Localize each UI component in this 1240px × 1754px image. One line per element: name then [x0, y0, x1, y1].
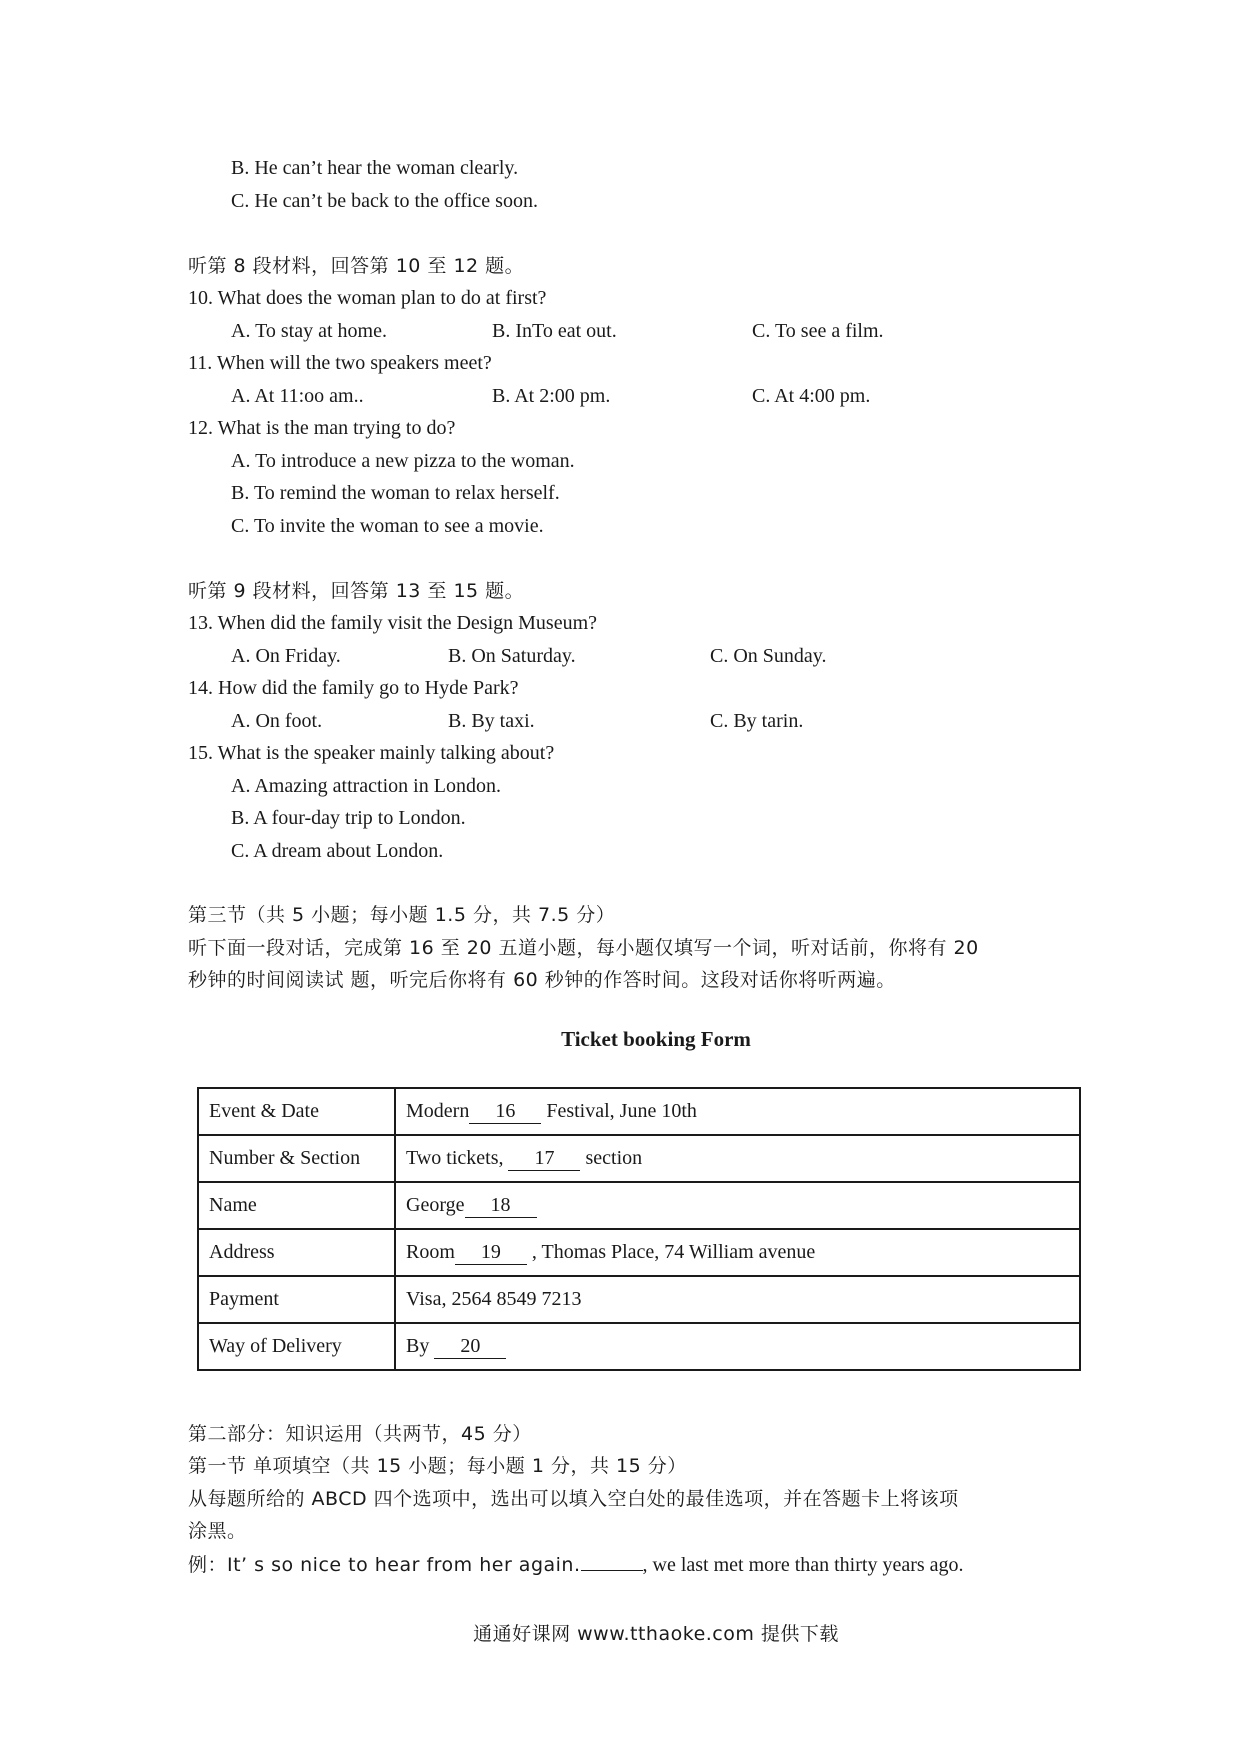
q14-option-c: C. By tarin. [710, 710, 804, 732]
part3-heading: 第三节（共 5 小题；每小题 1.5 分，共 7.5 分） [188, 904, 616, 926]
form-row [198, 1182, 1080, 1229]
form-row [198, 1135, 1080, 1182]
q11-question: 11. When will the two speakers meet? [188, 352, 492, 374]
part3-instruction-line2: 秒钟的时间阅读试 题，听完后你将有 60 秒钟的作答时间。这段对话你将听两遍。 [188, 969, 896, 991]
form-row-label: Name [198, 1182, 395, 1229]
q9-option-c: C. He can’t be back to the office soon. [231, 190, 538, 212]
q13-option-c: C. On Sunday. [710, 645, 827, 667]
form-row [198, 1088, 1080, 1135]
part2-instruction-line1: 从每题所给的 ABCD 四个选项中，选出可以填入空白处的最佳选项，并在答题卡上将该项 [188, 1488, 959, 1510]
ticket-booking-form [197, 1087, 1081, 1371]
q15-option-a: A. Amazing attraction in London. [231, 775, 501, 797]
answer-blank-18[interactable]: 18 [465, 1194, 537, 1218]
q10-option-c: C. To see a film. [752, 320, 884, 342]
q14-question: 14. How did the family go to Hyde Park? [188, 677, 519, 699]
form-row-value [395, 1088, 1080, 1135]
form-value-suffix: Festival, June 10th [541, 1099, 697, 1122]
q13-option-b: B. On Saturday. [448, 645, 576, 667]
form-row-value [395, 1323, 1080, 1370]
form-row-value [395, 1182, 1080, 1229]
form-row [198, 1229, 1080, 1276]
section-8-heading: 听第 8 段材料，回答第 10 至 12 题。 [188, 255, 525, 277]
form-value-text: George [406, 1193, 465, 1216]
example-blank [581, 1552, 643, 1571]
q10-question: 10. What does the woman plan to do at first? [188, 287, 547, 309]
q12-option-c: C. To invite the woman to see a movie. [231, 515, 544, 537]
form-value-text: By [406, 1334, 435, 1357]
q14-option-b: B. By taxi. [448, 710, 535, 732]
form-row-label: Event & Date [198, 1088, 395, 1135]
form-title: Ticket booking Form [561, 1027, 751, 1051]
form-row-value [395, 1276, 1080, 1323]
q10-option-a: A. To stay at home. [231, 320, 387, 342]
q12-question: 12. What is the man trying to do? [188, 417, 456, 439]
form-value-text: Visa, 2564 8549 7213 [406, 1288, 582, 1310]
q14-option-a: A. On foot. [231, 710, 323, 732]
part3-instruction-line1: 听下面一段对话，完成第 16 至 20 五道小题，每小题仅填写一个词，听对话前，你将有 20 [188, 937, 979, 959]
form-row-value [395, 1135, 1080, 1182]
q9-option-b: B. He can’t hear the woman clearly. [231, 157, 519, 179]
q12-option-b: B. To remind the woman to relax herself. [231, 482, 560, 504]
form-row [198, 1276, 1080, 1323]
form-row-label: Number & Section [198, 1135, 395, 1182]
q15-option-b: B. A four-day trip to London. [231, 807, 466, 829]
example-suffix: , we last met more than thirty years ago. [642, 1554, 964, 1576]
answer-blank-19[interactable]: 19 [455, 1241, 527, 1265]
footer-watermark: 通通好课网 www.tthaoke.com 提供下载 [473, 1623, 839, 1645]
example-prefix: 例：It’ s so nice to hear from her again. [188, 1554, 581, 1576]
q15-option-c: C. A dream about London. [231, 840, 444, 862]
form-row [198, 1323, 1080, 1370]
q10-option-b: B. InTo eat out. [492, 320, 617, 342]
form-value-suffix: , Thomas Place, 74 William avenue [526, 1240, 816, 1263]
form-row-label: Way of Delivery [198, 1323, 395, 1370]
q12-option-a: A. To introduce a new pizza to the woman. [231, 450, 575, 472]
q13-question: 13. When did the family visit the Design Museum? [188, 612, 598, 634]
q13-option-a: A. On Friday. [231, 645, 341, 667]
q11-option-b: B. At 2:00 pm. [492, 385, 611, 407]
form-value-text: Modern [406, 1099, 470, 1122]
part2-instruction-line2: 涂黑。 [188, 1520, 247, 1542]
form-value-suffix: section [580, 1146, 643, 1169]
form-row-value [395, 1229, 1080, 1276]
part2-section1-heading: 第一节 单项填空（共 15 小题；每小题 1 分，共 15 分） [188, 1455, 687, 1477]
form-row-label: Address [198, 1229, 395, 1276]
section-9-heading: 听第 9 段材料，回答第 13 至 15 题。 [188, 580, 525, 602]
example-sentence [188, 1552, 964, 1577]
answer-blank-20[interactable]: 20 [434, 1335, 506, 1359]
q15-question: 15. What is the speaker mainly talking about? [188, 742, 555, 764]
q11-option-a: A. At 11:oo am.. [231, 385, 364, 407]
form-value-text: Two tickets, [406, 1146, 509, 1169]
answer-blank-16[interactable]: 16 [469, 1100, 541, 1124]
form-value-text: Room [406, 1240, 455, 1263]
answer-blank-17[interactable]: 17 [508, 1147, 580, 1171]
q11-option-c: C. At 4:00 pm. [752, 385, 871, 407]
form-row-label: Payment [198, 1276, 395, 1323]
part2-heading: 第二部分：知识运用（共两节，45 分） [188, 1423, 532, 1445]
